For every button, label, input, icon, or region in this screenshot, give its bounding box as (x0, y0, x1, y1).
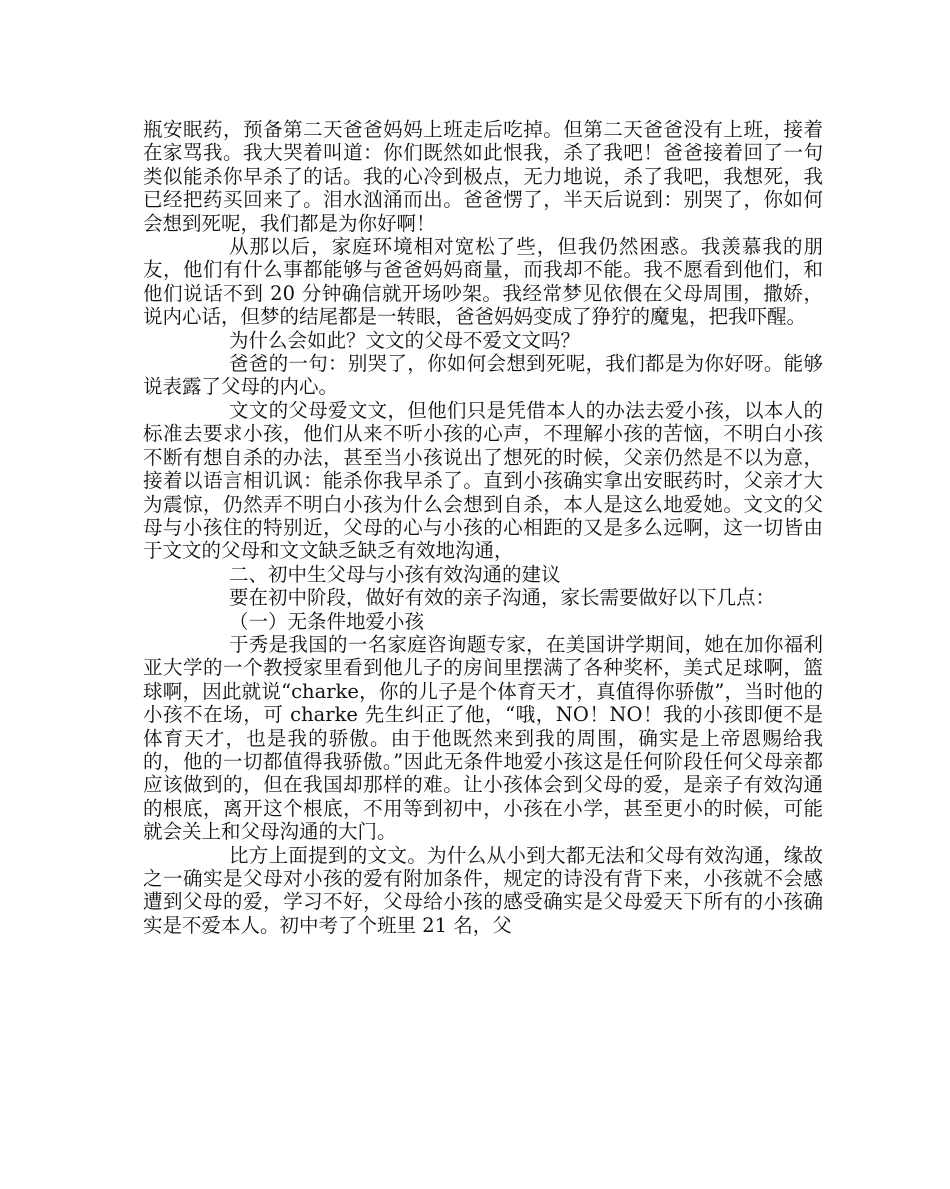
paragraph-5: 文文的父母爱文文，但他们只是凭借本人的办法去爱小孩，以本人的标准去要求小孩，他们从来不听小孩的心声，不理解小孩的苦恼，不明白小孩不断有想自杀的办法，甚至当小孩说出了想死的时候，父亲仍然是不以为意，接着以语言相讥讽：能杀你我早杀了。直到小孩确实拿出安眠药时，父亲才大为震惊，仍然弄不明白小孩为什么会想到自杀，本人是这么地爱她。文文的父母与小孩住的特别近，父母的心与小孩的心相距的又是多么远啊，这一切皆由于文文的父母和文文缺乏缺乏有效地沟通， (143, 398, 823, 563)
paragraph-8: 比方上面提到的文文。为什么从小到大都无法和父母有效沟通，缘故之一确实是父母对小孩的爱有附加条件，规定的诗没有背下来，小孩就不会感遭到父母的爱，学习不好，父母给小孩的感受确实是父母爱天下所有的小孩确实是不爱本人。初中考了个班里 21 名，父 (143, 843, 823, 937)
document-page (143, 118, 823, 937)
section-heading: 二、初中生父母与小孩有效沟通的建议 (229, 562, 561, 586)
paragraph-3: 为什么会如此？文文的父母不爱文文吗？ (229, 328, 581, 352)
paragraph-7: 于秀是我国的一名家庭咨询题专家，在美国讲学期间，她在加你福利亚大学的一个教授家里看到他儿子的房间里摆满了各种奖杯，美式足球啊，篮球啊，因此就说“charke，你的儿子是个体育天才，真值得你骄傲”，当时他的小孩不在场，可 charke 先生纠正了他，“哦，NO！NO！我的小孩即便不是体育天才，也是我的骄傲。由于他既然来到我的周围，确实是上帝恩赐给我的，他的一切都值得我骄傲。”因此无条件地爱小孩这是任何阶段任何父母亲都应该做到的，但在我国却那样的难。让小孩体会到父母的爱，是亲子有效沟通的根底，离开这个根底，不用等到初中，小孩在小学，甚至更小的时候，可能就会关上和父母沟通的大门。 (143, 632, 823, 844)
subsection-heading: （一）无条件地爱小孩 (229, 609, 425, 633)
paragraph-1: 瓶安眠药，预备第二天爸爸妈妈上班走后吃掉。但第二天爸爸没有上班，接着在家骂我。我大哭着叫道：你们既然如此恨我，杀了我吧！爸爸接着回了一句类似能杀你早杀了的话。我的心冷到极点，无力地说，杀了我吧，我想死，我已经把药买回来了。泪水汹涌而出。爸爸愣了，半天后说到：别哭了，你如何会想到死呢，我们都是为你好啊！ (143, 118, 823, 235)
paragraph-2: 从那以后，家庭环境相对宽松了些，但我仍然困惑。我羡慕我的朋友，他们有什么事都能够与爸爸妈妈商量，而我却不能。我不愿看到他们，和他们说话不到 20 分钟确信就开场吵架。我经常梦见依偎在父母周围，撒娇，说内心话，但梦的结尾都是一转眼，爸爸妈妈变成了狰狞的魔鬼，把我吓醒。 (143, 235, 823, 329)
paragraph-6: 要在初中阶段，做好有效的亲子沟通，家长需要做好以下几点： (229, 586, 776, 610)
paragraph-4: 爸爸的一句：别哭了，你如何会想到死呢，我们都是为你好呀。能够说表露了父母的内心。 (143, 352, 823, 399)
